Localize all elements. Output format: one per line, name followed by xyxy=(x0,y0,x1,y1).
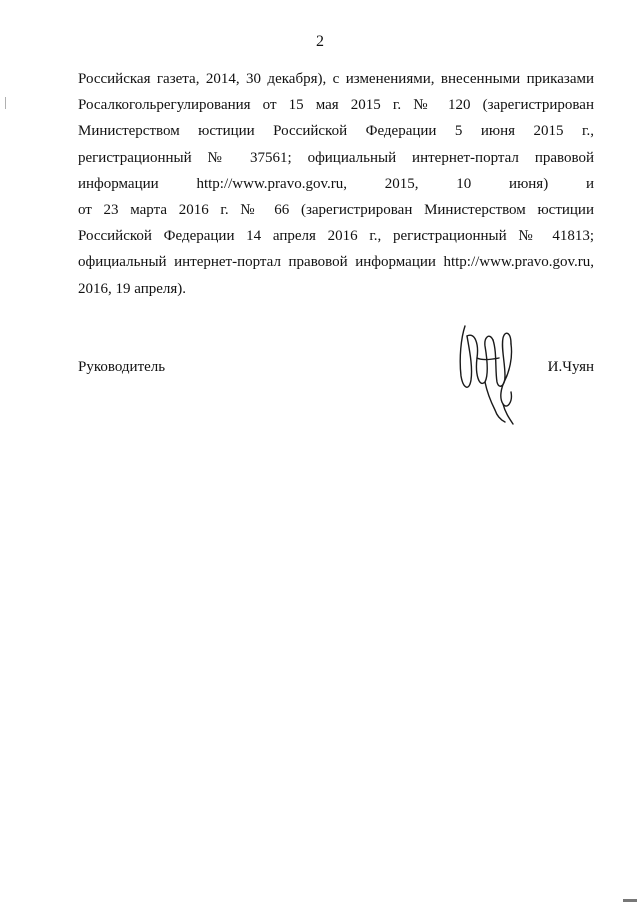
body-line: регистрационный № 37561; официальный интернет-портал правовой xyxy=(78,149,594,166)
body-line: от 23 марта 2016 г. № 66 (зарегистрирован Министерством юстиции xyxy=(78,201,594,218)
body-line: Российская газета, 2014, 30 декабря), с изменениями, внесенными приказами xyxy=(78,71,594,87)
signatory-title: Руководитель xyxy=(78,359,166,375)
scan-artifact xyxy=(623,899,637,902)
body-line: Министерством юстиции Российской Федерации 5 июня 2015 г., xyxy=(78,123,594,140)
signatory-name: И.Чуян xyxy=(547,359,594,375)
body-paragraph xyxy=(78,66,594,302)
body-line: Росалкогольрегулирования от 15 мая 2015 г. № 120 (зарегистрирован xyxy=(78,97,594,114)
body-line: информации http://www.pravo.gov.ru, 2015, 10 июня) и xyxy=(78,175,594,192)
scan-margin-mark xyxy=(5,97,6,109)
body-line: официальный интернет-портал правовой информации http://www.pravo.gov.ru, xyxy=(78,254,594,271)
handwritten-signature xyxy=(455,318,525,426)
body-line: Российской Федерации 14 апреля 2016 г., регистрационный № 41813; xyxy=(78,228,594,245)
body-line: 2016, 19 апреля). xyxy=(78,280,187,297)
page-number: 2 xyxy=(316,33,324,50)
